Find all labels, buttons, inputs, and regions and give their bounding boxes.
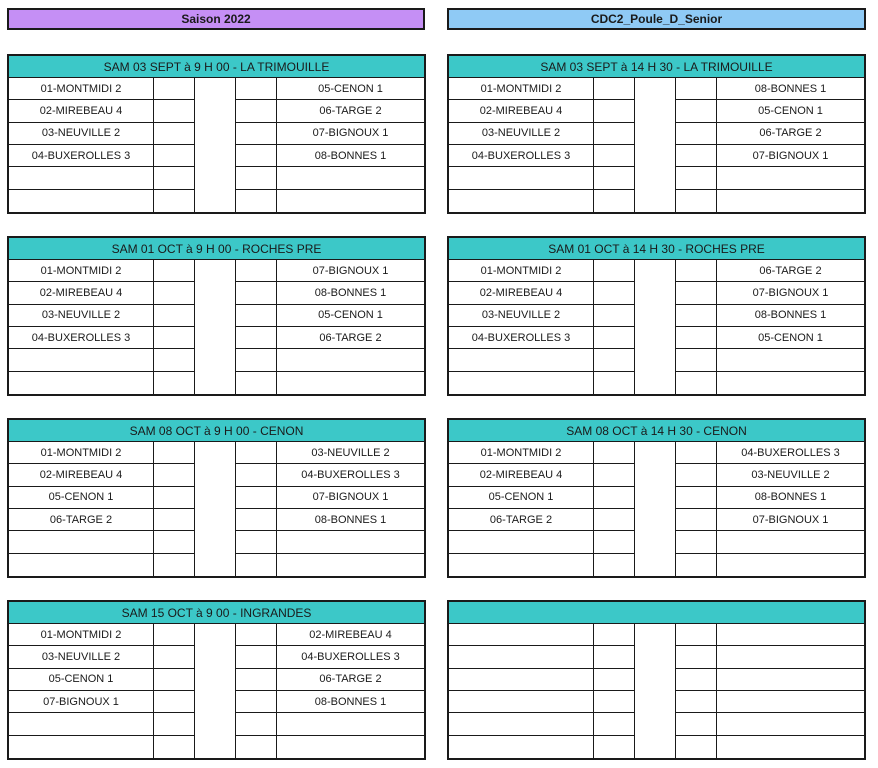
away-team-cell: 07-BIGNOUX 1 <box>277 487 424 509</box>
home-team-cell: 01-MONTMIDI 2 <box>9 78 154 100</box>
home-team-cell: 04-BUXEROLLES 3 <box>449 145 594 167</box>
season-header <box>7 8 425 30</box>
block-title <box>449 602 864 624</box>
away-team-cell: 08-BONNES 1 <box>717 78 864 100</box>
away-score-cell <box>236 260 277 282</box>
separator-cell <box>635 145 676 167</box>
away-score-cell <box>676 282 717 304</box>
away-team-cell <box>717 167 864 189</box>
away-score-cell <box>676 691 717 713</box>
competition-label: CDC2_Poule_D_Senior <box>590 12 723 26</box>
away-score-cell <box>236 464 277 486</box>
block-title: SAM 03 SEPT à 14 H 30 - LA TRIMOUILLE <box>449 56 864 78</box>
away-team-cell: 08-BONNES 1 <box>717 305 864 327</box>
away-score-cell <box>236 736 277 758</box>
away-team-cell: 03-NEUVILLE 2 <box>277 442 424 464</box>
home-team-cell: 06-TARGE 2 <box>449 509 594 531</box>
match-block <box>447 236 866 396</box>
home-score-cell <box>594 624 635 646</box>
separator-cell <box>195 167 236 189</box>
away-score-cell <box>236 100 277 122</box>
away-score-cell <box>676 554 717 576</box>
home-score-cell <box>154 100 195 122</box>
home-team-cell <box>9 190 154 212</box>
away-team-cell <box>717 372 864 394</box>
away-score-cell <box>676 531 717 553</box>
home-score-cell <box>154 327 195 349</box>
home-team-cell <box>9 167 154 189</box>
away-team-cell: 04-BUXEROLLES 3 <box>277 464 424 486</box>
home-score-cell <box>154 624 195 646</box>
separator-cell <box>635 78 676 100</box>
match-block <box>7 600 426 760</box>
home-score-cell <box>594 123 635 145</box>
home-score-cell <box>154 464 195 486</box>
home-score-cell <box>594 713 635 735</box>
away-team-cell <box>717 531 864 553</box>
home-score-cell <box>594 100 635 122</box>
separator-cell <box>195 464 236 486</box>
match-block <box>447 54 866 214</box>
separator-cell <box>195 145 236 167</box>
home-score-cell <box>594 349 635 371</box>
separator-cell <box>635 305 676 327</box>
away-team-cell: 06-TARGE 2 <box>277 327 424 349</box>
away-score-cell <box>676 78 717 100</box>
home-team-cell: 03-NEUVILLE 2 <box>9 646 154 668</box>
home-score-cell <box>154 305 195 327</box>
away-score-cell <box>676 736 717 758</box>
home-team-cell: 03-NEUVILLE 2 <box>9 305 154 327</box>
home-team-cell <box>449 349 594 371</box>
separator-cell <box>635 509 676 531</box>
match-grid <box>449 260 864 394</box>
away-score-cell <box>236 624 277 646</box>
away-score-cell <box>676 669 717 691</box>
home-score-cell <box>154 509 195 531</box>
away-team-cell: 08-BONNES 1 <box>277 282 424 304</box>
home-score-cell <box>154 123 195 145</box>
home-score-cell <box>594 78 635 100</box>
home-score-cell <box>154 349 195 371</box>
block-title: SAM 08 OCT à 9 H 00 - CENON <box>9 420 424 442</box>
away-score-cell <box>236 305 277 327</box>
away-score-cell <box>676 646 717 668</box>
home-score-cell <box>154 145 195 167</box>
away-team-cell <box>717 713 864 735</box>
away-score-cell <box>236 349 277 371</box>
away-team-cell <box>717 669 864 691</box>
away-team-cell: 08-BONNES 1 <box>277 691 424 713</box>
separator-cell <box>195 260 236 282</box>
away-score-cell <box>236 167 277 189</box>
away-score-cell <box>236 372 277 394</box>
home-team-cell <box>449 713 594 735</box>
home-score-cell <box>154 190 195 212</box>
home-score-cell <box>594 305 635 327</box>
home-team-cell <box>9 554 154 576</box>
home-score-cell <box>594 509 635 531</box>
home-score-cell <box>594 372 635 394</box>
separator-cell <box>195 736 236 758</box>
home-team-cell: 02-MIREBEAU 4 <box>449 282 594 304</box>
home-score-cell <box>154 442 195 464</box>
separator-cell <box>195 100 236 122</box>
separator-cell <box>635 691 676 713</box>
away-team-cell: 04-BUXEROLLES 3 <box>717 442 864 464</box>
separator-cell <box>195 327 236 349</box>
separator-cell <box>195 487 236 509</box>
home-team-cell: 02-MIREBEAU 4 <box>9 282 154 304</box>
away-score-cell <box>676 190 717 212</box>
away-team-cell <box>717 736 864 758</box>
home-team-cell: 01-MONTMIDI 2 <box>449 442 594 464</box>
home-score-cell <box>154 78 195 100</box>
away-team-cell: 07-BIGNOUX 1 <box>717 509 864 531</box>
home-team-cell: 05-CENON 1 <box>9 669 154 691</box>
away-team-cell <box>277 349 424 371</box>
separator-cell <box>635 123 676 145</box>
away-team-cell: 08-BONNES 1 <box>717 487 864 509</box>
away-team-cell <box>717 624 864 646</box>
block-title: SAM 03 SEPT à 9 H 00 - LA TRIMOUILLE <box>9 56 424 78</box>
away-team-cell: 07-BIGNOUX 1 <box>277 123 424 145</box>
away-score-cell <box>676 145 717 167</box>
away-score-cell <box>236 691 277 713</box>
match-block <box>7 54 426 214</box>
away-score-cell <box>236 327 277 349</box>
season-label: Saison 2022 <box>181 12 251 26</box>
home-team-cell: 03-NEUVILLE 2 <box>9 123 154 145</box>
home-score-cell <box>594 145 635 167</box>
home-team-cell: 04-BUXEROLLES 3 <box>9 327 154 349</box>
home-score-cell <box>594 282 635 304</box>
separator-cell <box>195 669 236 691</box>
home-score-cell <box>594 554 635 576</box>
separator-cell <box>195 78 236 100</box>
separator-cell <box>635 713 676 735</box>
match-grid <box>449 624 864 758</box>
separator-cell <box>635 349 676 371</box>
away-team-cell <box>277 372 424 394</box>
home-team-cell: 02-MIREBEAU 4 <box>449 100 594 122</box>
home-team-cell: 01-MONTMIDI 2 <box>9 624 154 646</box>
separator-cell <box>635 282 676 304</box>
match-grid <box>9 624 424 758</box>
home-team-cell: 01-MONTMIDI 2 <box>449 78 594 100</box>
competition-header <box>447 8 866 30</box>
home-team-cell <box>449 624 594 646</box>
away-team-cell: 08-BONNES 1 <box>277 145 424 167</box>
away-team-cell <box>717 646 864 668</box>
home-team-cell <box>449 167 594 189</box>
home-score-cell <box>594 260 635 282</box>
away-score-cell <box>236 190 277 212</box>
block-title: SAM 15 OCT à 9 00 - INGRANDES <box>9 602 424 624</box>
away-score-cell <box>236 442 277 464</box>
away-team-cell: 05-CENON 1 <box>717 100 864 122</box>
separator-cell <box>195 372 236 394</box>
home-team-cell: 02-MIREBEAU 4 <box>9 464 154 486</box>
separator-cell <box>195 190 236 212</box>
separator-cell <box>635 464 676 486</box>
away-score-cell <box>236 646 277 668</box>
away-team-cell <box>277 736 424 758</box>
block-title: SAM 01 OCT à 14 H 30 - ROCHES PRE <box>449 238 864 260</box>
away-team-cell <box>717 190 864 212</box>
away-score-cell <box>236 509 277 531</box>
home-score-cell <box>594 464 635 486</box>
home-team-cell <box>449 372 594 394</box>
separator-cell <box>195 282 236 304</box>
away-team-cell: 07-BIGNOUX 1 <box>717 282 864 304</box>
home-team-cell: 04-BUXEROLLES 3 <box>449 327 594 349</box>
home-score-cell <box>154 282 195 304</box>
away-score-cell <box>236 554 277 576</box>
away-score-cell <box>236 531 277 553</box>
away-score-cell <box>676 305 717 327</box>
home-score-cell <box>154 487 195 509</box>
away-score-cell <box>236 669 277 691</box>
away-score-cell <box>236 487 277 509</box>
away-team-cell: 05-CENON 1 <box>277 305 424 327</box>
home-team-cell <box>449 190 594 212</box>
away-team-cell <box>277 554 424 576</box>
away-score-cell <box>676 624 717 646</box>
home-team-cell <box>9 531 154 553</box>
home-score-cell <box>154 260 195 282</box>
home-score-cell <box>594 487 635 509</box>
away-team-cell: 05-CENON 1 <box>717 327 864 349</box>
home-score-cell <box>154 713 195 735</box>
away-team-cell: 05-CENON 1 <box>277 78 424 100</box>
home-team-cell: 05-CENON 1 <box>449 487 594 509</box>
home-score-cell <box>154 691 195 713</box>
match-grid <box>9 260 424 394</box>
separator-cell <box>195 531 236 553</box>
away-score-cell <box>676 713 717 735</box>
separator-cell <box>195 691 236 713</box>
away-team-cell: 06-TARGE 2 <box>277 100 424 122</box>
home-score-cell <box>594 442 635 464</box>
separator-cell <box>195 305 236 327</box>
block-title: SAM 01 OCT à 9 H 00 - ROCHES PRE <box>9 238 424 260</box>
home-team-cell: 01-MONTMIDI 2 <box>9 260 154 282</box>
away-score-cell <box>676 260 717 282</box>
separator-cell <box>635 646 676 668</box>
separator-cell <box>195 646 236 668</box>
away-score-cell <box>676 372 717 394</box>
home-score-cell <box>594 691 635 713</box>
block-title: SAM 08 OCT à 14 H 30 - CENON <box>449 420 864 442</box>
home-team-cell: 01-MONTMIDI 2 <box>449 260 594 282</box>
home-team-cell <box>449 554 594 576</box>
away-team-cell: 08-BONNES 1 <box>277 509 424 531</box>
away-team-cell: 07-BIGNOUX 1 <box>277 260 424 282</box>
home-score-cell <box>154 646 195 668</box>
match-grid <box>9 78 424 212</box>
home-score-cell <box>594 327 635 349</box>
home-team-cell <box>449 691 594 713</box>
home-score-cell <box>154 554 195 576</box>
home-score-cell <box>594 167 635 189</box>
away-score-cell <box>236 123 277 145</box>
separator-cell <box>635 624 676 646</box>
away-team-cell <box>277 190 424 212</box>
home-score-cell <box>594 669 635 691</box>
home-team-cell <box>449 646 594 668</box>
home-score-cell <box>154 372 195 394</box>
away-team-cell: 02-MIREBEAU 4 <box>277 624 424 646</box>
separator-cell <box>635 487 676 509</box>
match-block <box>447 600 866 760</box>
separator-cell <box>635 167 676 189</box>
away-score-cell <box>676 327 717 349</box>
away-team-cell <box>277 167 424 189</box>
separator-cell <box>195 442 236 464</box>
home-team-cell: 02-MIREBEAU 4 <box>449 464 594 486</box>
away-team-cell <box>717 349 864 371</box>
separator-cell <box>635 442 676 464</box>
away-team-cell <box>277 531 424 553</box>
separator-cell <box>195 123 236 145</box>
separator-cell <box>635 372 676 394</box>
separator-cell <box>195 624 236 646</box>
away-team-cell <box>717 554 864 576</box>
separator-cell <box>635 327 676 349</box>
home-team-cell: 02-MIREBEAU 4 <box>9 100 154 122</box>
away-team-cell <box>277 713 424 735</box>
separator-cell <box>195 554 236 576</box>
home-team-cell <box>449 531 594 553</box>
away-score-cell <box>676 442 717 464</box>
separator-cell <box>635 260 676 282</box>
home-team-cell: 05-CENON 1 <box>9 487 154 509</box>
away-score-cell <box>676 100 717 122</box>
separator-cell <box>195 509 236 531</box>
away-team-cell: 06-TARGE 2 <box>277 669 424 691</box>
home-team-cell <box>449 669 594 691</box>
away-team-cell: 06-TARGE 2 <box>717 123 864 145</box>
separator-cell <box>635 190 676 212</box>
away-team-cell: 03-NEUVILLE 2 <box>717 464 864 486</box>
away-score-cell <box>236 145 277 167</box>
home-team-cell <box>9 372 154 394</box>
separator-cell <box>635 554 676 576</box>
away-score-cell <box>236 78 277 100</box>
home-score-cell <box>154 167 195 189</box>
separator-cell <box>635 531 676 553</box>
away-score-cell <box>236 713 277 735</box>
separator-cell <box>635 100 676 122</box>
home-team-cell <box>9 349 154 371</box>
home-team-cell: 03-NEUVILLE 2 <box>449 123 594 145</box>
separator-cell <box>195 713 236 735</box>
home-team-cell: 04-BUXEROLLES 3 <box>9 145 154 167</box>
home-score-cell <box>594 190 635 212</box>
away-team-cell <box>717 691 864 713</box>
match-block <box>7 418 426 578</box>
separator-cell <box>635 669 676 691</box>
away-score-cell <box>676 167 717 189</box>
away-score-cell <box>676 123 717 145</box>
home-score-cell <box>154 531 195 553</box>
home-team-cell: 03-NEUVILLE 2 <box>449 305 594 327</box>
home-team-cell: 06-TARGE 2 <box>9 509 154 531</box>
away-score-cell <box>676 509 717 531</box>
match-block <box>7 236 426 396</box>
away-team-cell: 06-TARGE 2 <box>717 260 864 282</box>
home-score-cell <box>594 646 635 668</box>
away-score-cell <box>676 487 717 509</box>
home-score-cell <box>594 736 635 758</box>
away-team-cell: 04-BUXEROLLES 3 <box>277 646 424 668</box>
home-score-cell <box>154 736 195 758</box>
away-score-cell <box>676 464 717 486</box>
home-score-cell <box>154 669 195 691</box>
away-score-cell <box>236 282 277 304</box>
match-grid <box>9 442 424 576</box>
separator-cell <box>635 736 676 758</box>
match-grid <box>449 442 864 576</box>
home-team-cell: 01-MONTMIDI 2 <box>9 442 154 464</box>
away-score-cell <box>676 349 717 371</box>
home-score-cell <box>594 531 635 553</box>
home-team-cell <box>9 736 154 758</box>
home-team-cell: 07-BIGNOUX 1 <box>9 691 154 713</box>
match-grid <box>449 78 864 212</box>
away-team-cell: 07-BIGNOUX 1 <box>717 145 864 167</box>
separator-cell <box>195 349 236 371</box>
home-team-cell <box>9 713 154 735</box>
home-team-cell <box>449 736 594 758</box>
match-block <box>447 418 866 578</box>
